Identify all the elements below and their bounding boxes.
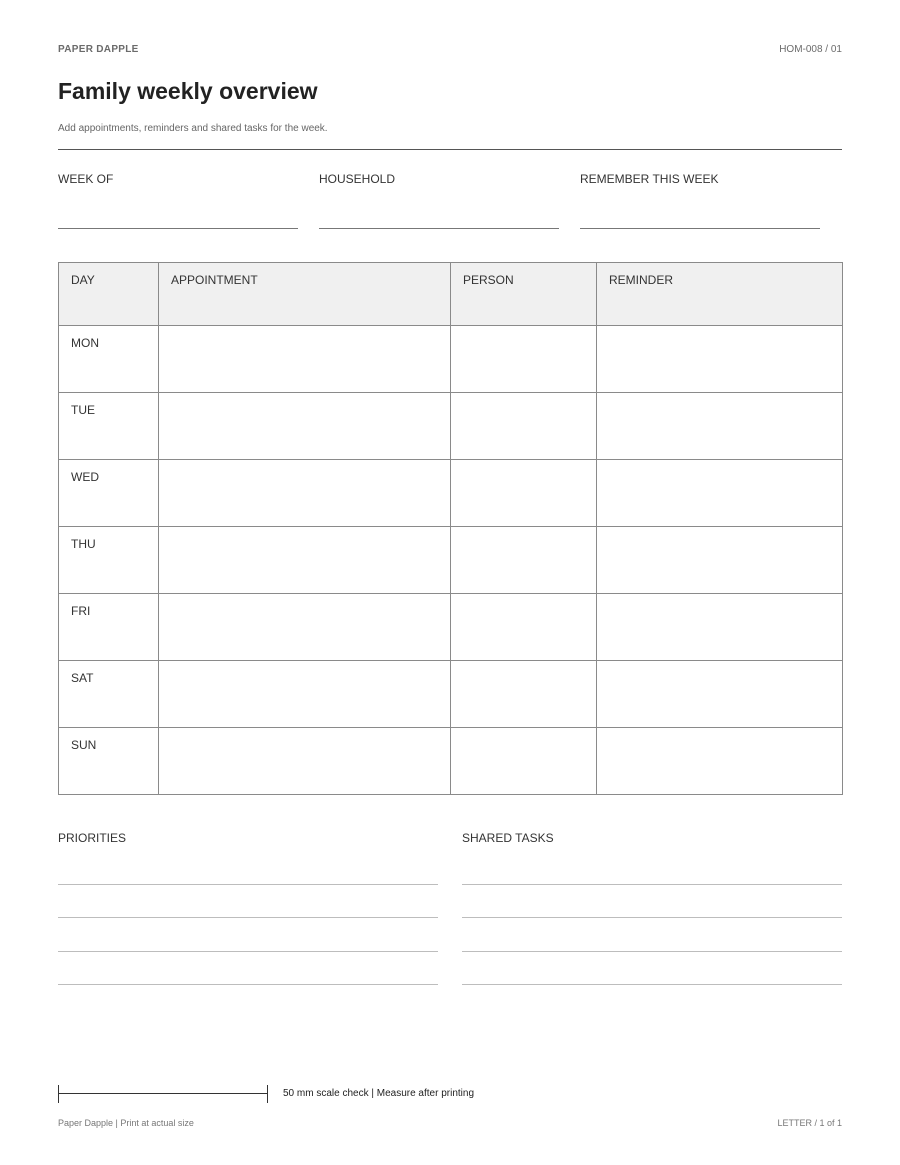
reminder-cell[interactable]	[597, 594, 843, 661]
household-write-line[interactable]	[319, 228, 559, 229]
person-cell[interactable]	[451, 393, 597, 460]
appointment-cell[interactable]	[159, 460, 451, 527]
reminder-cell[interactable]	[597, 460, 843, 527]
table-row	[59, 460, 843, 527]
page-title: Family weekly overview	[58, 78, 318, 104]
table-row	[59, 393, 843, 460]
column-header-reminder: REMINDER	[597, 263, 843, 326]
table-row	[59, 326, 843, 393]
appointment-cell[interactable]	[159, 728, 451, 795]
reminder-cell[interactable]	[597, 728, 843, 795]
scale-bar-tick-end	[267, 1085, 268, 1103]
table-row	[59, 728, 843, 795]
week-of-field[interactable]	[58, 172, 298, 186]
table-row	[59, 527, 843, 594]
priorities-line[interactable]	[58, 951, 438, 952]
footer-page-info: LETTER / 1 of 1	[777, 1118, 842, 1128]
appointment-cell[interactable]	[159, 326, 451, 393]
brand-name: PAPER DAPPLE	[58, 44, 139, 55]
reminder-cell[interactable]	[597, 393, 843, 460]
priorities-line[interactable]	[58, 984, 438, 985]
day-cell: SAT	[59, 661, 159, 728]
person-cell[interactable]	[451, 326, 597, 393]
table-header-row	[59, 263, 843, 326]
priorities-line[interactable]	[58, 884, 438, 885]
appointment-cell[interactable]	[159, 393, 451, 460]
remember-write-line[interactable]	[580, 228, 820, 229]
appointment-cell[interactable]	[159, 594, 451, 661]
shared-tasks-label: SHARED TASKS	[462, 831, 554, 845]
person-cell[interactable]	[451, 728, 597, 795]
scale-check-text: 50 mm scale check | Measure after printing	[283, 1088, 475, 1099]
reminder-cell[interactable]	[597, 326, 843, 393]
column-header-day: DAY	[59, 263, 159, 326]
day-cell: MON	[59, 326, 159, 393]
day-cell: TUE	[59, 393, 159, 460]
household-field[interactable]	[319, 172, 559, 186]
priorities-line[interactable]	[58, 917, 438, 918]
week-of-label: WEEK OF	[58, 172, 114, 186]
table-row	[59, 594, 843, 661]
remember-field[interactable]	[580, 172, 820, 186]
day-cell: SUN	[59, 728, 159, 795]
footer-note: Paper Dapple | Print at actual size	[58, 1118, 194, 1128]
scale-bar-tick-start	[58, 1085, 59, 1103]
shared-tasks-line[interactable]	[462, 884, 842, 885]
document-id: HOM-008 / 01	[779, 44, 842, 55]
priorities-label: PRIORITIES	[58, 831, 127, 845]
household-label: HOUSEHOLD	[319, 172, 396, 186]
appointment-cell[interactable]	[159, 661, 451, 728]
week-of-write-line[interactable]	[58, 228, 298, 229]
column-header-appointment: APPOINTMENT	[159, 263, 451, 326]
reminder-cell[interactable]	[597, 661, 843, 728]
column-header-person: PERSON	[451, 263, 597, 326]
remember-label: REMEMBER THIS WEEK	[580, 172, 719, 186]
scale-check-bar	[58, 1085, 268, 1103]
day-cell: WED	[59, 460, 159, 527]
person-cell[interactable]	[451, 594, 597, 661]
day-cell: FRI	[59, 594, 159, 661]
table-row	[59, 661, 843, 728]
day-cell: THU	[59, 527, 159, 594]
header-divider	[58, 149, 842, 150]
reminder-cell[interactable]	[597, 527, 843, 594]
shared-tasks-line[interactable]	[462, 984, 842, 985]
appointment-cell[interactable]	[159, 527, 451, 594]
person-cell[interactable]	[451, 661, 597, 728]
shared-tasks-line[interactable]	[462, 917, 842, 918]
scale-bar-line	[58, 1093, 268, 1094]
person-cell[interactable]	[451, 460, 597, 527]
page-subtitle: Add appointments, reminders and shared tasks for the week.	[58, 123, 328, 134]
weekly-schedule-table	[58, 262, 843, 795]
shared-tasks-line[interactable]	[462, 951, 842, 952]
person-cell[interactable]	[451, 527, 597, 594]
